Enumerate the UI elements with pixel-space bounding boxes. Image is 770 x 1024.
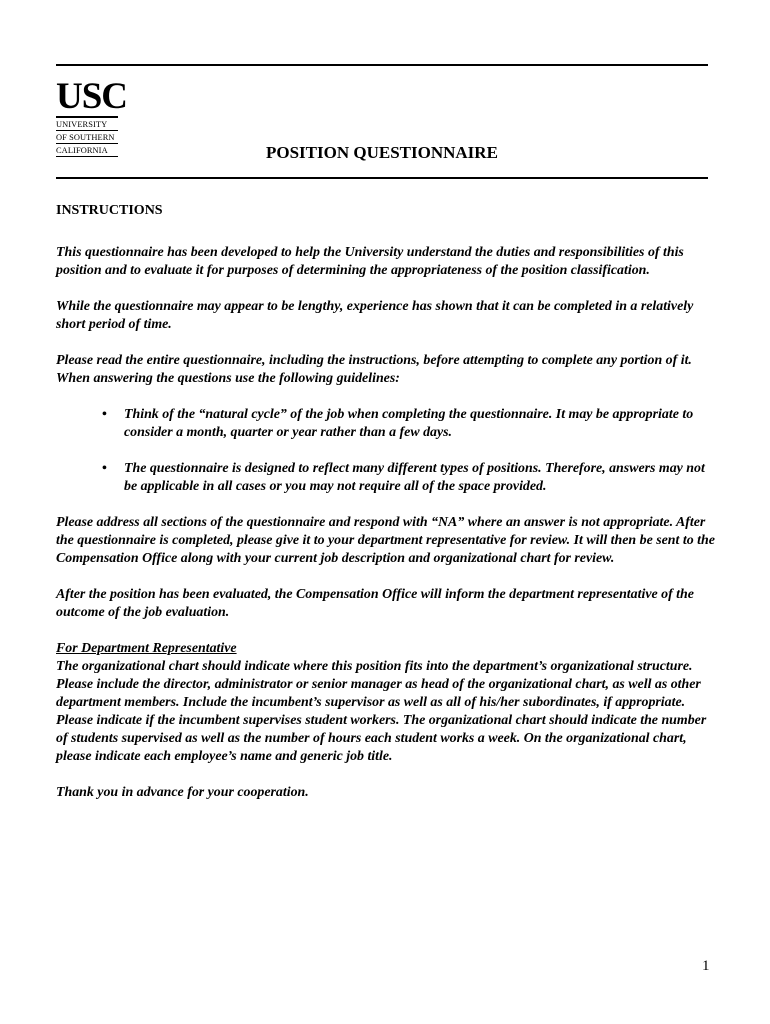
logo-line-3: CALIFORNIA <box>56 144 118 157</box>
list-item-text: The questionnaire is designed to reflect many different types of positions. Therefore, answers may not be applicable in all cases or you may not require all of the space provided. <box>124 461 705 494</box>
list-item-text: Think of the “natural cycle” of the job when completing the questionnaire. It may be appropriate to consider a month, quarter or year rather than a few days. <box>124 407 694 440</box>
header-bottom-rule <box>56 177 708 179</box>
instructions-section <box>56 202 716 820</box>
logo-line-2: OF SOUTHERN <box>56 131 118 144</box>
bullet-icon: • <box>102 407 107 422</box>
paragraph-purpose: This questionnaire has been developed to help the University understand the duties and responsibilities of this position and to evaluate it for purposes of determining the appropriateness of the position classification. <box>56 245 684 278</box>
list-item <box>56 460 716 496</box>
page-number: 1 <box>702 958 710 974</box>
usc-logo <box>56 76 128 157</box>
paragraph-thanks: Thank you in advance for your cooperation. <box>56 785 309 800</box>
guidelines-list <box>56 406 716 496</box>
bullet-icon: • <box>102 461 107 476</box>
department-representative-text: The organizational chart should indicate where this position fits into the department’s organizational structure. Please include the director, administrator or senior manager as head of the organizational chart, as well as other department members. Include the incumbent’s supervisor as well as all of his/her subordinates, if appropriate. Please indicate if the incumbent supervises student workers. The organizational chart should indicate the number of students supervised as well as the number of hours each student works a week. On the organizational chart, please indicate each employee’s name and generic job title. <box>56 659 707 764</box>
paragraph-length: While the questionnaire may appear to be lengthy, experience has shown that it can be completed in a relatively short period of time. <box>56 299 694 332</box>
header-top-rule <box>56 64 708 66</box>
instructions-heading: INSTRUCTIONS <box>56 203 163 218</box>
document-title: POSITION QUESTIONNAIRE <box>266 143 498 162</box>
department-representative-heading: For Department Representative <box>56 641 237 656</box>
paragraph-guidelines: Please read the entire questionnaire, including the instructions, before attempting to complete any portion of it. When answering the questions use the following guidelines: <box>56 353 692 386</box>
paragraph-address-sections: Please address all sections of the questionnaire and respond with “NA” where an answer is not appropriate. After the questionnaire is completed, please give it to your department representative for review. It will then be sent to the Compensation Office along with your current job description and organizational chart for review. <box>56 515 715 566</box>
list-item <box>56 406 716 442</box>
logo-line-1: UNIVERSITY <box>56 118 118 131</box>
department-representative-section <box>56 640 716 766</box>
logo-mark: USC <box>56 76 128 117</box>
paragraph-evaluation: After the position has been evaluated, the Compensation Office will inform the department representative of the outcome of the job evaluation. <box>56 587 694 620</box>
